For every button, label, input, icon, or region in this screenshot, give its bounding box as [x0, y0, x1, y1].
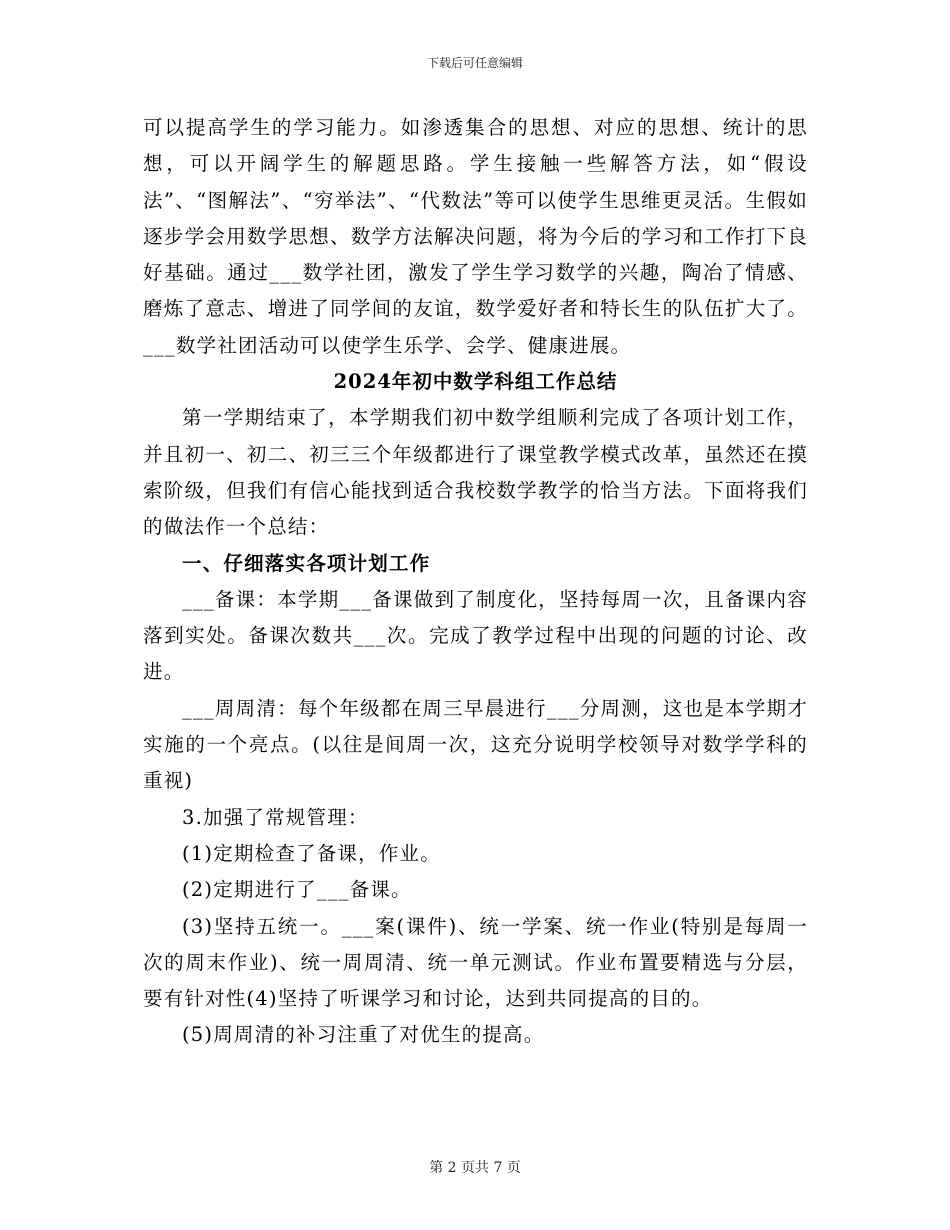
sub-item-3: (3)坚持五统一。___案(课件)、统一学案、统一作业(特别是每周一次的周末作业)、统一周周清、统一单元测试。作业布置要精选与分层，要有针对性(4)坚持了听课学习和讨论，达到共同提高的目的。	[143, 914, 808, 1011]
opening-paragraph: 第一学期结束了，本学期我们初中数学组顺利完成了各项计划工作，并且初一、初二、初三三个年级都进行了课堂教学模式改革，虽然还在摸索阶级，但我们有信心能找到适合我校数学教学的恰当方法。下面将我们的做法作一个总结：	[143, 406, 808, 539]
sub-item-2: (2)定期进行了___备课。	[182, 878, 412, 902]
section-heading: 一、仔细落实各项计划工作	[182, 551, 431, 575]
item-lesson-prep: ___备课：本学期___备课做到了制度化，坚持每周一次，且备课内容落到实处。备课次数共___次。完成了教学过程中出现的问题的讨论、改进。	[143, 587, 808, 684]
sub-item-5: (5)周周清的补习注重了对优生的提高。	[182, 1023, 545, 1047]
item-routine-management: 3.加强了常规管理：	[182, 805, 369, 829]
page-header: 下载后可任意编辑	[426, 56, 523, 70]
item-weekly-test: ___周周清：每个年级都在周三早晨进行___分周测，这也是本学期才实施的一个亮点。(以往是间周一次，这充分说明学校领导对数学学科的重视)	[143, 696, 808, 793]
page-footer: 第 2 页共 7 页	[429, 1160, 521, 1176]
document-body	[143, 110, 808, 1054]
document-title: 2024年初中数学科组工作总结	[333, 370, 618, 394]
sub-item-1: (1)定期检查了备课，作业。	[182, 841, 441, 865]
intro-paragraph: 可以提高学生的学习能力。如渗透集合的思想、对应的思想、统计的思想，可以开阔学生的解题思路。学生接触一些解答方法，如“假设法”、“图解法”、“穷举法”、“代数法”等可以使学生思维更灵活。生假如逐步学会用数学思想、数学方法解决问题，将为今后的学习和工作打下良好基础。通过___数学社团，激发了学生学习数学的兴趣，陶冶了情感、磨炼了意志、增进了同学间的友谊，数学爱好者和特长生的队伍扩大了。___数学社团活动可以使学生乐学、会学、健康进展。	[143, 116, 808, 357]
